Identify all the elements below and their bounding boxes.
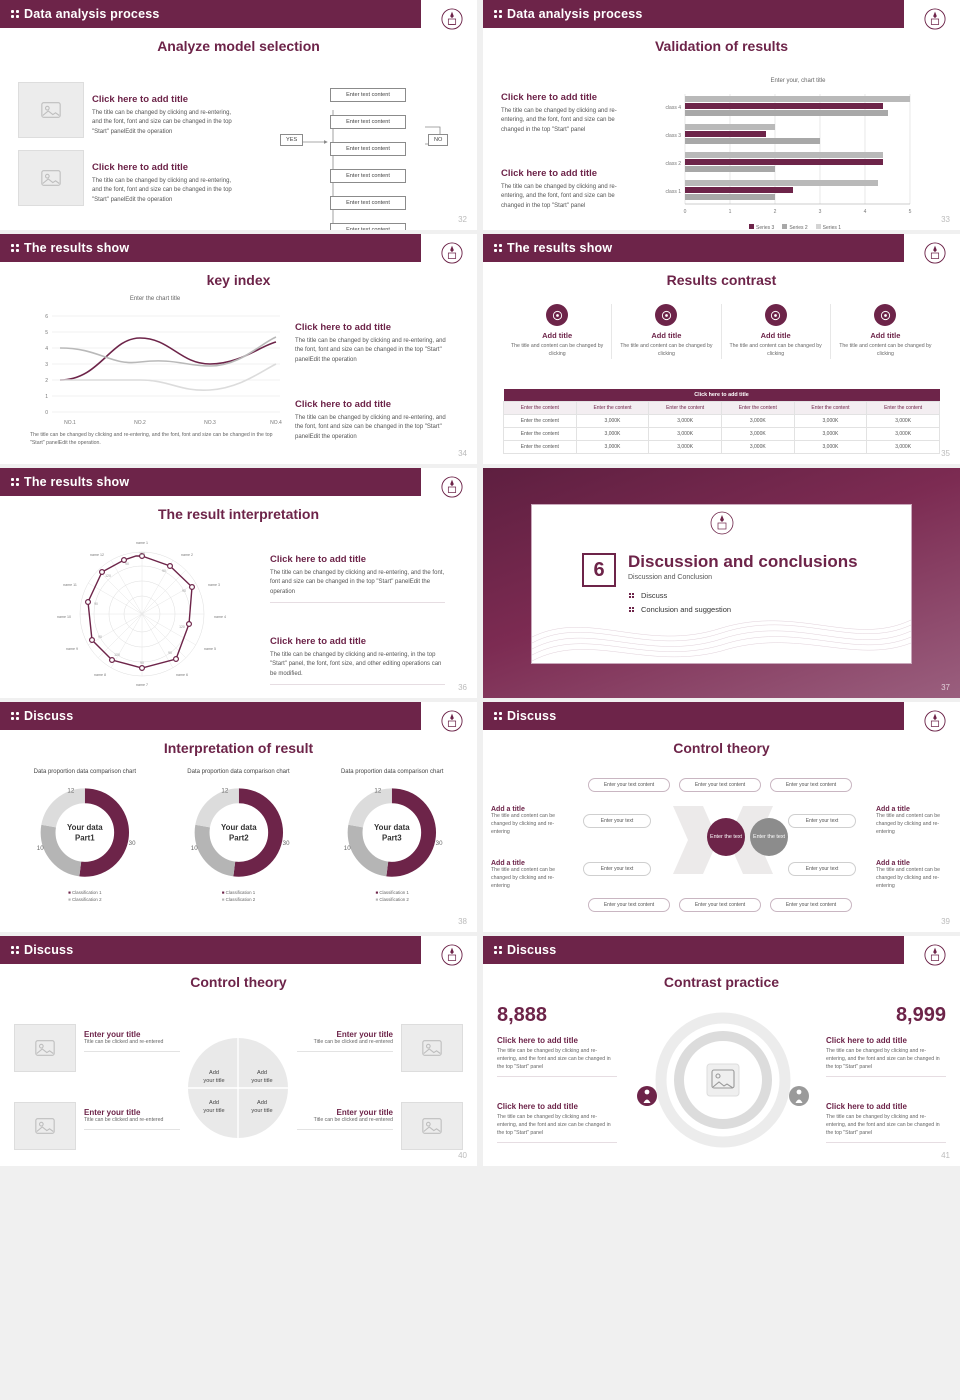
block-body-2: The title can be changed by clicking and re-entering, and the font, font and size can be changed in the top "Start" panel <box>501 184 617 209</box>
cell: 3,000K <box>794 415 867 428</box>
donut-card[interactable] <box>12 768 158 904</box>
svg-text:Add: Add <box>209 1070 219 1076</box>
svg-text:5: 5 <box>45 330 48 336</box>
svg-text:Add: Add <box>209 1100 219 1106</box>
block-body-2: The title can be changed by clicking and re-entering, in the top "Start" panel, the font, font size, and other editing operations can be modified. <box>270 652 442 677</box>
svg-text:30: 30 <box>282 840 290 848</box>
donut-caption: Data proportion data comparison chart <box>187 769 290 775</box>
card-body: The title and content can be changed by clicking <box>839 343 932 357</box>
svg-text:name 6: name 6 <box>176 673 188 677</box>
bullet-dots-icon <box>628 606 636 612</box>
table-header-cell: Enter the content <box>794 402 867 415</box>
page-title: Contrast practice <box>663 974 780 990</box>
table-header-cell: Enter the content <box>504 402 577 415</box>
knob-1[interactable]: Enter the text <box>707 818 745 856</box>
cell: 3,000K <box>721 415 794 428</box>
cell: 3,000K <box>576 441 649 454</box>
slide-header <box>483 702 960 730</box>
page-number: 41 <box>941 1151 950 1160</box>
left-block-body-1: The title can be changed by clicking and re-entering, and the font and size can be changed in the top "Start" panel <box>497 1048 611 1070</box>
crest-icon <box>710 511 734 540</box>
legend-item-series3: Series 3 <box>749 224 774 230</box>
crest-icon <box>437 472 467 502</box>
svg-text:Your data: Your data <box>220 823 257 833</box>
image-placeholder-2[interactable] <box>18 150 84 206</box>
svg-text:name 12: name 12 <box>90 553 104 557</box>
cell: 3,000K <box>794 441 867 454</box>
svg-text:name 10: name 10 <box>57 615 71 619</box>
flow-box-2[interactable]: Enter text content <box>330 115 406 129</box>
card-body: The title and content can be changed by clicking <box>620 343 713 357</box>
corner-title-tl[interactable]: Enter your title <box>84 1030 141 1039</box>
left-pill-1[interactable]: Enter your text <box>583 814 651 828</box>
cell: 3,000K <box>576 415 649 428</box>
svg-text:class 2: class 2 <box>665 161 681 167</box>
card-title: Add title <box>651 331 682 340</box>
bullet-label: Discuss <box>641 590 668 600</box>
cell: 3,000K <box>794 428 867 441</box>
image-placeholder-1[interactable] <box>18 82 84 138</box>
slide-header <box>483 936 960 964</box>
slide-header <box>0 0 477 28</box>
block-body-1: The title can be changed by clicking and re-entering, and the font, font and size can be changed in the top "Start" panelEdit the operation <box>295 338 446 363</box>
svg-text:your title: your title <box>251 1108 273 1114</box>
header-dots-icon <box>493 945 507 955</box>
block-title-1[interactable]: Click here to add title <box>501 92 598 103</box>
cell: 3,000K <box>576 428 649 441</box>
slide-validation-of-results <box>483 0 960 230</box>
page-number: 34 <box>458 449 467 458</box>
svg-text:your title: your title <box>251 1078 273 1084</box>
svg-text:name 8: name 8 <box>94 673 106 677</box>
table-row <box>504 441 940 454</box>
donut-chart <box>166 780 312 885</box>
svg-text:Add: Add <box>257 1100 267 1106</box>
flow-yes-label: YES <box>280 134 303 146</box>
block-title-1[interactable]: Click here to add title <box>295 322 392 333</box>
svg-text:name 2: name 2 <box>181 553 193 557</box>
flow-box-1[interactable]: Enter text content <box>330 88 406 102</box>
block-body-1: The title can be changed by clicking and re-entering, and the font, font and size can be changed in the top "Start" panelEdit the operation <box>270 570 445 595</box>
svg-text:Part1: Part1 <box>74 833 95 843</box>
page-title: Results contrast <box>666 272 777 288</box>
page-number: 38 <box>458 917 467 926</box>
right-pill-1[interactable]: Enter your text <box>788 814 856 828</box>
top-pill-1[interactable]: Enter your text content <box>588 778 670 792</box>
slide-results-contrast <box>483 234 960 464</box>
left-big-number: 8,888 <box>497 1004 548 1026</box>
header-title: Discuss <box>507 709 557 723</box>
slide-control-theory-arrows <box>483 702 960 932</box>
left-pill-2[interactable]: Enter your text <box>583 862 651 876</box>
left-block-body-2: The title and content can be changed by clicking and re-entering <box>491 867 556 889</box>
chart-title: Enter your, chart title <box>770 78 826 84</box>
left-block-title-2[interactable]: Add a title <box>491 860 525 867</box>
donut-legend: ■ Classification 1 ■ Classification 2 <box>375 890 409 902</box>
svg-text:name 4: name 4 <box>214 615 226 619</box>
slide-header <box>483 234 960 262</box>
right-block-title-1[interactable]: Add a title <box>876 806 910 813</box>
block-body-2: The title can be changed by clicking and re-entering, and the font, font and size can be changed in the top "Start" panelEdit the operation <box>92 178 232 203</box>
chart-footnote: The title can be changed by clicking and re-entering, and the font, font and size can be changed in the top "Start" panelEdit the operation. <box>30 432 273 446</box>
target-icon <box>765 304 787 326</box>
cell: 3,000K <box>721 441 794 454</box>
block-title-2[interactable]: Click here to add title <box>295 399 392 410</box>
block-body-2: The title can be changed by clicking and re-entering, and the font, font and size can be changed in the top "Start" panelEdit the operation <box>295 415 446 440</box>
svg-text:name 11: name 11 <box>63 583 77 587</box>
corner-body-tl: Title can be clicked and re-entered <box>84 1039 164 1045</box>
svg-text:NO.4: NO.4 <box>270 420 282 426</box>
corner-title-bl[interactable]: Enter your title <box>84 1108 141 1117</box>
header-title: The results show <box>507 241 613 255</box>
cell: 3,000K <box>649 441 722 454</box>
right-block-body-2: The title can be changed by clicking and re-entering, and the font and size can be changed in the top "Start" panel <box>826 1114 940 1136</box>
svg-text:10: 10 <box>36 845 44 853</box>
svg-text:NO.3: NO.3 <box>204 420 216 426</box>
right-block-title-2[interactable]: Click here to add title <box>826 1102 907 1111</box>
right-block-title-2[interactable]: Add a title <box>876 860 910 867</box>
page-number: 32 <box>458 215 467 224</box>
radar-chart <box>35 530 250 695</box>
svg-text:your title: your title <box>203 1108 225 1114</box>
bottom-pill-1[interactable]: Enter your text content <box>588 898 670 912</box>
corner-body-bl: Title can be clicked and re-entered <box>84 1117 164 1123</box>
left-block-title-2[interactable]: Click here to add title <box>497 1102 578 1111</box>
svg-text:90: 90 <box>125 562 129 566</box>
slide-result-interpretation <box>0 468 477 698</box>
block-title-1[interactable]: Click here to add title <box>92 94 189 105</box>
svg-text:90: 90 <box>98 635 102 639</box>
table-caption-row <box>504 389 940 402</box>
svg-text:Add: Add <box>257 1070 267 1076</box>
section-number: 6 <box>582 553 616 587</box>
corner-title-tr[interactable]: Enter your title <box>336 1030 393 1039</box>
legend-item-series1: Series 1 <box>816 224 841 230</box>
header-dots-icon <box>10 9 24 19</box>
chart-title: Enter the chart title <box>129 296 181 302</box>
page-title: Control theory <box>673 740 770 756</box>
svg-text:12: 12 <box>221 787 228 795</box>
flow-box-3[interactable]: Enter text content <box>330 142 406 156</box>
page-title: Analyze model selection <box>157 38 320 54</box>
block-body-1: The title can be changed by clicking and re-entering, and the font, font and size can be changed in the top "Start" panel <box>501 108 617 133</box>
crest-icon <box>920 940 950 970</box>
cell: 3,000K <box>867 428 940 441</box>
page-title: key index <box>206 272 271 288</box>
crest-icon <box>437 940 467 970</box>
top-pill-3[interactable]: Enter your text content <box>770 778 852 792</box>
slide-contrast-practice <box>483 936 960 1166</box>
svg-text:2: 2 <box>773 209 777 215</box>
svg-text:30: 30 <box>436 840 443 848</box>
table-header-cell: Enter the content <box>721 402 794 415</box>
bottom-pill-2[interactable]: Enter your text content <box>679 898 761 912</box>
bottom-pill-3[interactable]: Enter your text content <box>770 898 852 912</box>
page-number: 40 <box>458 1151 467 1160</box>
crest-icon <box>920 706 950 736</box>
cell: 3,000K <box>721 428 794 441</box>
svg-text:5: 5 <box>908 209 912 215</box>
table-header-row <box>504 402 940 415</box>
table-header-cell: Enter the content <box>576 402 649 415</box>
svg-text:name 5: name 5 <box>204 647 216 651</box>
contrast-rings <box>631 1008 815 1158</box>
page-number: 35 <box>941 449 950 458</box>
svg-text:name 7: name 7 <box>136 683 148 687</box>
svg-text:0: 0 <box>683 209 687 215</box>
slide-key-index <box>0 234 477 464</box>
knob-2[interactable]: Enter the text <box>750 818 788 856</box>
svg-text:Part2: Part2 <box>228 833 249 843</box>
svg-text:90: 90 <box>94 602 98 606</box>
block-title-2[interactable]: Click here to add title <box>270 636 367 647</box>
right-block-body-2: The title and content can be changed by clicking and re-entering <box>876 867 941 889</box>
donut-legend: ■ Classification 1 ■ Classification 2 <box>68 890 102 902</box>
corner-body-tr: Title can be clicked and re-entered <box>313 1039 393 1045</box>
page-number: 33 <box>941 215 950 224</box>
donut-chart <box>319 780 465 885</box>
svg-text:0: 0 <box>45 410 48 416</box>
section-bullet-conclusion[interactable] <box>628 605 858 614</box>
metric-card[interactable] <box>503 304 612 359</box>
corner-body-br: Title can be clicked and re-entered <box>313 1117 393 1123</box>
header-title: Discuss <box>24 943 74 957</box>
cell: Enter the content <box>504 441 577 454</box>
svg-text:Part3: Part3 <box>382 833 402 843</box>
page-number: 36 <box>458 683 467 692</box>
svg-text:30: 30 <box>128 840 136 848</box>
donut-card[interactable] <box>319 768 465 904</box>
header-title: The results show <box>24 475 130 489</box>
card-title: Add title <box>542 331 573 340</box>
metric-card[interactable] <box>722 304 831 359</box>
cell: 3,000K <box>867 415 940 428</box>
right-block-title-1[interactable]: Click here to add title <box>826 1036 907 1045</box>
page-title: Interpretation of result <box>163 740 314 756</box>
svg-text:1: 1 <box>45 394 48 400</box>
section-subheading: Discussion and Conclusion <box>628 573 713 581</box>
card-body: The title and content can be changed by clicking <box>729 343 822 357</box>
crest-icon <box>920 238 950 268</box>
svg-text:6: 6 <box>45 314 48 320</box>
svg-text:10: 10 <box>190 845 198 853</box>
metric-card[interactable] <box>612 304 721 359</box>
chart-legend <box>655 224 935 230</box>
header-title: Data analysis process <box>24 7 160 21</box>
target-icon <box>655 304 677 326</box>
flow-no-label: NO <box>428 134 448 146</box>
image-placeholder-tl[interactable] <box>14 1024 76 1072</box>
svg-text:2: 2 <box>45 378 48 384</box>
cell: 3,000K <box>649 428 722 441</box>
card-body: The title and content can be changed by clicking <box>510 343 604 357</box>
left-block-title-1[interactable]: Add a title <box>491 806 525 813</box>
slide-header <box>0 702 477 730</box>
svg-text:name 9: name 9 <box>66 647 78 651</box>
slide-control-theory-quadrants <box>0 936 477 1166</box>
svg-text:NO.1: NO.1 <box>64 420 76 426</box>
right-pill-2[interactable]: Enter your text <box>788 862 856 876</box>
page-number: 37 <box>941 683 950 692</box>
section-heading: Discussion and conclusions <box>628 552 858 571</box>
target-icon <box>874 304 896 326</box>
slide-header <box>0 468 477 496</box>
donut-caption: Data proportion data comparison chart <box>340 769 444 775</box>
svg-text:class 3: class 3 <box>665 133 681 139</box>
flow-box-5[interactable]: Enter text content <box>330 196 406 210</box>
page-title: Control theory <box>190 974 287 990</box>
block-title-1[interactable]: Click here to add title <box>270 554 367 565</box>
card-title: Add title <box>870 331 901 340</box>
svg-text:120: 120 <box>179 625 185 629</box>
slide-header <box>0 936 477 964</box>
svg-text:Your data: Your data <box>66 823 103 833</box>
bar-chart <box>655 88 935 220</box>
page-title: The result interpretation <box>157 506 320 522</box>
svg-text:12: 12 <box>374 787 382 795</box>
metric-card[interactable] <box>831 304 940 359</box>
svg-text:name 1: name 1 <box>136 541 148 545</box>
donut-legend: ■ Classification 1 ■ Classification 2 <box>221 890 256 902</box>
bullet-label: Conclusion and suggestion <box>641 604 732 614</box>
svg-text:4: 4 <box>863 209 867 215</box>
bullet-dots-icon <box>628 592 636 598</box>
right-block-body-1: The title and content can be changed by clicking and re-entering <box>876 813 941 835</box>
crest-icon <box>437 706 467 736</box>
table-row <box>504 428 940 441</box>
header-dots-icon <box>10 243 24 253</box>
image-placeholder-tr[interactable] <box>401 1024 463 1072</box>
top-pill-2[interactable]: Enter your text content <box>679 778 761 792</box>
corner-title-br[interactable]: Enter your title <box>336 1108 393 1117</box>
table-header-cell: Enter the content <box>649 402 722 415</box>
section-card <box>531 504 912 664</box>
right-big-number: 8,999 <box>895 1004 946 1026</box>
cell: 3,000K <box>867 441 940 454</box>
table-row <box>504 415 940 428</box>
left-block-title-1[interactable]: Click here to add title <box>497 1036 578 1045</box>
svg-text:120: 120 <box>105 574 111 578</box>
svg-text:your title: your title <box>203 1078 225 1084</box>
table-caption: Click here to add title <box>504 389 940 402</box>
left-block-body-2: The title can be changed by clicking and re-entering, and the font and size can be changed in the top "Start" panel <box>497 1114 611 1136</box>
svg-text:90: 90 <box>162 569 166 573</box>
section-bullet-discuss[interactable] <box>628 591 858 600</box>
page-number: 39 <box>941 917 950 926</box>
svg-text:90: 90 <box>182 589 186 593</box>
svg-text:NO.2: NO.2 <box>134 420 146 426</box>
svg-text:10: 10 <box>344 845 351 853</box>
svg-text:12: 12 <box>67 787 75 795</box>
crest-icon <box>437 238 467 268</box>
svg-text:90: 90 <box>168 651 172 655</box>
cell: Enter the content <box>504 428 577 441</box>
svg-text:1: 1 <box>728 209 732 215</box>
left-block-body-1: The title and content can be changed by clicking and re-entering <box>491 813 556 835</box>
header-title: Data analysis process <box>507 7 643 21</box>
svg-text:3: 3 <box>818 209 822 215</box>
slide-interpretation-of-result <box>0 702 477 932</box>
crest-icon <box>437 4 467 34</box>
header-dots-icon <box>493 9 507 19</box>
header-dots-icon <box>493 711 507 721</box>
svg-text:name 3: name 3 <box>208 583 220 587</box>
line-chart <box>30 306 285 428</box>
image-placeholder-bl[interactable] <box>14 1102 76 1150</box>
flow-box-4[interactable]: Enter text content <box>330 169 406 183</box>
header-dots-icon <box>10 945 24 955</box>
svg-text:class 4: class 4 <box>665 105 681 111</box>
svg-text:3: 3 <box>45 362 48 368</box>
svg-text:4: 4 <box>45 346 48 352</box>
donut-caption: Data proportion data comparison chart <box>33 769 137 775</box>
crest-icon <box>920 4 950 34</box>
slide-analyze-model-selection <box>0 0 477 230</box>
legend-item-series2: Series 2 <box>782 224 807 230</box>
image-placeholder-br[interactable] <box>401 1102 463 1150</box>
block-title-2[interactable]: Click here to add title <box>92 162 189 173</box>
quadrant-circle <box>186 1024 290 1152</box>
svg-text:class 1: class 1 <box>665 189 681 195</box>
header-title: Discuss <box>24 709 74 723</box>
header-title: Discuss <box>507 943 557 957</box>
svg-text:120: 120 <box>139 552 145 556</box>
svg-text:120: 120 <box>114 653 120 657</box>
header-dots-icon <box>10 477 24 487</box>
right-block-body-1: The title can be changed by clicking and re-entering, and the font and size can be changed in the top "Start" panel <box>826 1048 940 1070</box>
flow-box-6[interactable]: Enter text content <box>330 223 406 230</box>
slide-section-discussion <box>483 468 960 698</box>
results-table <box>503 389 940 454</box>
slide-header <box>0 234 477 262</box>
page-title: Validation of results <box>654 38 789 54</box>
svg-text:Your data: Your data <box>374 823 410 833</box>
donut-chart <box>12 780 158 885</box>
block-body-1: The title can be changed by clicking and re-entering, and the font, font and size can be changed in the top "Start" panelEdit the operation <box>92 110 232 135</box>
header-dots-icon <box>10 711 24 721</box>
cell: Enter the content <box>504 415 577 428</box>
card-title: Add title <box>760 331 791 340</box>
header-dots-icon <box>493 243 507 253</box>
slide-header <box>483 0 960 28</box>
block-title-2[interactable]: Click here to add title <box>501 168 598 179</box>
target-icon <box>546 304 568 326</box>
svg-text:90: 90 <box>140 661 144 665</box>
donut-card[interactable] <box>166 768 312 904</box>
table-header-cell: Enter the content <box>867 402 940 415</box>
cell: 3,000K <box>649 415 722 428</box>
header-title: The results show <box>24 241 130 255</box>
